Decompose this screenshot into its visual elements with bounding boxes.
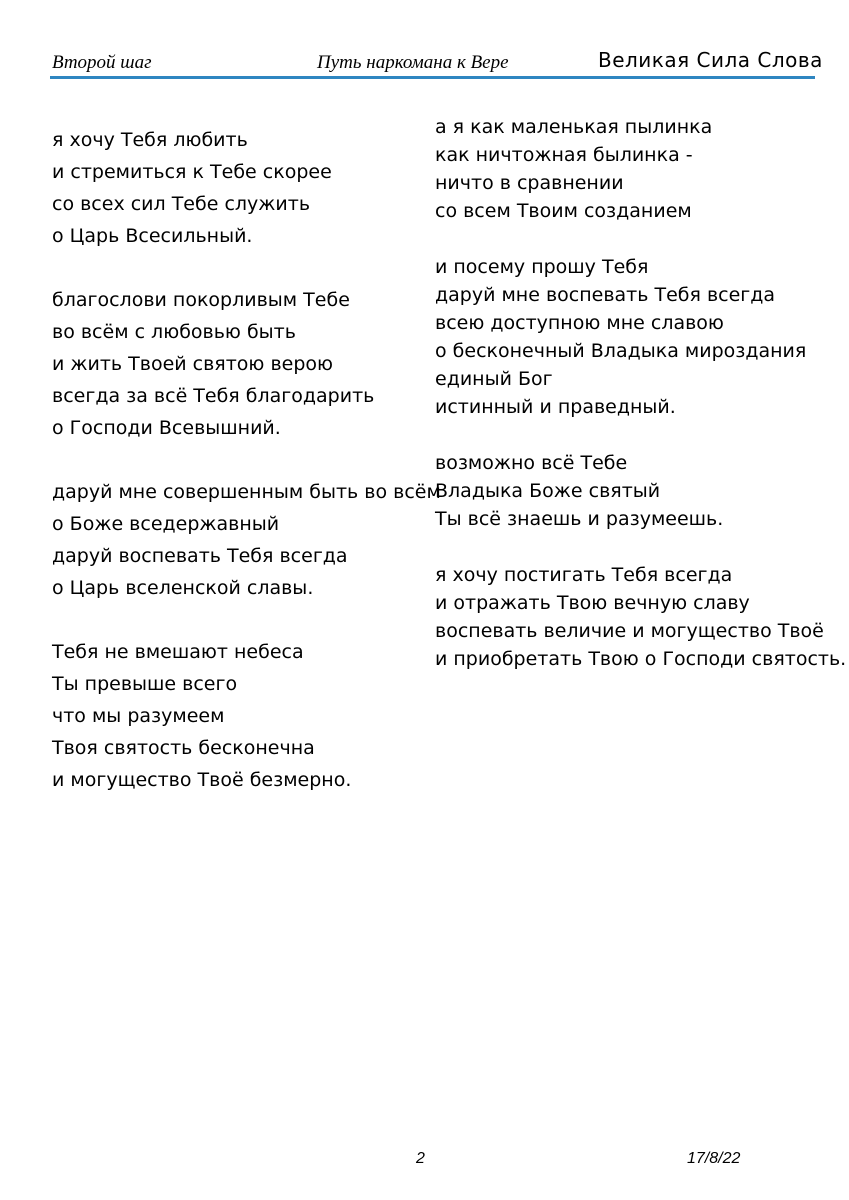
- poem-line: о Боже вседержавный: [52, 513, 280, 535]
- stanza: [435, 113, 835, 225]
- header-book-title: Путь наркомана к Вере: [317, 52, 509, 73]
- header-series-title: Великая Сила Слова: [598, 48, 823, 72]
- poem-line: я хочу Тебя любить: [52, 129, 248, 151]
- header-divider: [50, 76, 815, 79]
- poem-line: как ничтожная былинка -: [435, 144, 693, 166]
- stanza: [435, 253, 835, 421]
- poem-line: воспевать величие и могущество Твоё: [435, 620, 824, 642]
- header-section-title: Второй шаг: [52, 52, 152, 73]
- poem-line: во всём с любовью быть: [52, 321, 296, 343]
- poem-line: и приобретать Твою о Господи святость.: [435, 648, 847, 670]
- stanza: [52, 124, 422, 252]
- poem-line: что мы разумеем: [52, 705, 225, 727]
- poem-line: истинный и праведный.: [435, 396, 676, 418]
- poem-line: о Царь Всесильный.: [52, 225, 253, 247]
- poem-line: а я как маленькая пылинка: [435, 116, 713, 138]
- poem-line: Владыка Боже святый: [435, 480, 661, 502]
- poem-line: ничто в сравнении: [435, 172, 624, 194]
- poem-line: о Господи Всевышний.: [52, 417, 281, 439]
- poem-line: даруй мне воспевать Тебя всегда: [435, 284, 776, 306]
- poem-line: и могущество Твоё безмерно.: [52, 769, 352, 791]
- poem-line: возможно всё Тебе: [435, 452, 628, 474]
- poem-line: Тебя не вмешают небеса: [52, 641, 304, 663]
- poem-line: даруй мне совершенным быть во всём: [52, 481, 441, 503]
- poem-line: Твоя святость бесконечна: [52, 737, 315, 759]
- poem-line: и посему прошу Тебя: [435, 256, 649, 278]
- poem-line: даруй воспевать Тебя всегда: [52, 545, 348, 567]
- stanza: [52, 284, 422, 444]
- page-header: [0, 0, 849, 90]
- left-poem-column: [52, 124, 441, 828]
- poem-line: Ты всё знаешь и разумеешь.: [435, 508, 724, 530]
- poem-line: о Царь вселенской славы.: [52, 577, 314, 599]
- stanza: [435, 561, 847, 673]
- poem-line: и стремиться к Тебе скорее: [52, 161, 332, 183]
- poem-line: Ты превыше всего: [52, 673, 238, 695]
- poem-line: о бесконечный Владыка мироздания: [435, 340, 807, 362]
- stanza: [52, 476, 441, 604]
- poem-line: со всем Твоим созданием: [435, 200, 692, 222]
- poem-line: я хочу постигать Тебя всегда: [435, 564, 733, 586]
- poem-line: единый Бог: [435, 368, 553, 390]
- poem-line: и жить Твоей святою верою: [52, 353, 334, 375]
- stanza: [435, 449, 835, 533]
- page-number: 2: [416, 1150, 425, 1167]
- right-poem-column: [435, 113, 847, 701]
- poem-line: всегда за всё Тебя благодарить: [52, 385, 375, 407]
- poem-line: всею доступною мне славою: [435, 312, 724, 334]
- poem-line: со всех сил Тебе служить: [52, 193, 311, 215]
- stanza: [52, 636, 422, 796]
- poem-line: и отражать Твою вечную славу: [435, 592, 750, 614]
- poem-line: благослови покорливым Тебе: [52, 289, 350, 311]
- footer-date: 17/8/22: [687, 1150, 741, 1167]
